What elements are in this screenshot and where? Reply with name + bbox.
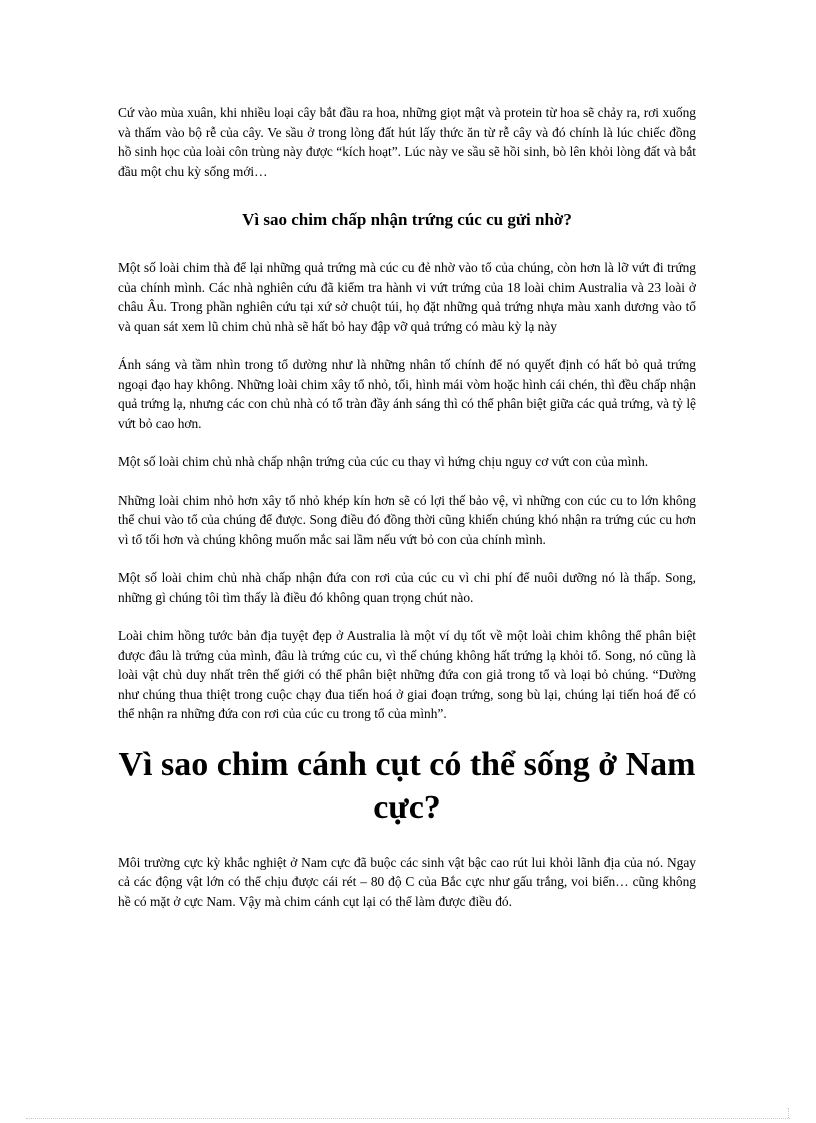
page-corner-mark (788, 1108, 790, 1118)
main-heading: Vì sao chim cánh cụt có thể sống ở Nam cực? (118, 745, 696, 826)
section-paragraph-2: Ánh sáng và tầm nhìn trong tổ dường như là những nhân tố chính để nó quyết định có hất bỏ quả trứng ngoại đạo hay không. Những loài chim xây tổ nhỏ, tối, hình mái vòm hoặc hình cái chén, thì đều chấp nhận quả trứng lạ, nhưng các con chủ nhà có tổ tràn đầy ánh sáng thì có thể phân biệt giữa các quả trứng, và tỷ lệ vứt bỏ cao hơn. (118, 357, 696, 431)
section-paragraph-1: Một số loài chim thà để lại những quả trứng mà cúc cu đẻ nhờ vào tổ của chúng, còn hơn là lỡ vứt đi trứng của chính mình. Các nhà nghiên cứu đã kiểm tra hành vi vứt trứng của 18 loài chim Australia và 23 loài ở châu Âu. Trong phần nghiên cứu tại xứ sở chuột túi, họ đặt những quả trứng nhựa màu xanh dương vào tổ và quan sát xem lũ chim chủ nhà sẽ hất bỏ hay đập vỡ quả trứng có màu kỳ lạ này (118, 260, 696, 334)
document-page (118, 103, 696, 911)
section-paragraph-6: Loài chim hồng tước bản địa tuyệt đẹp ở Australia là một ví dụ tốt về một loài chim không thể phân biệt được đâu là trứng của mình, đâu là trứng cúc cu, vì thế chúng không hất trứng lạ khỏi tổ. Song, nó cũng là loài vật chủ duy nhất trên thế giới có thể phân biệt những đứa con giả trong tổ và loại bỏ chúng. “Dường như chúng thua thiệt trong cuộc chạy đua tiến hoá ở giai đoạn trứng, song bù lại, chúng lại tiến hoá để có thể nhận ra những đứa con rơi của cúc cu trong tổ của mình”. (118, 628, 696, 721)
section-paragraph-3: Một số loài chim chủ nhà chấp nhận trứng của cúc cu thay vì hứng chịu nguy cơ vứt con của mình. (118, 454, 649, 469)
section-paragraph-5: Một số loài chim chủ nhà chấp nhận đứa con rơi của cúc cu vì chi phí để nuôi dưỡng nó là thấp. Song, những gì chúng tôi tìm thấy là điều đó không quan trọng chút nào. (118, 570, 696, 605)
section-heading: Vì sao chim chấp nhận trứng cúc cu gửi nhờ? (242, 210, 572, 229)
intro-paragraph: Cứ vào mùa xuân, khi nhiều loại cây bắt đầu ra hoa, những giọt mật và protein từ hoa sẽ chảy ra, rơi xuống và thấm vào bộ rễ của cây. Ve sầu ở trong lòng đất hút lấy thức ăn từ rễ cây và đó chính là lúc chiếc đồng hồ sinh học của loài côn trùng này được “kích hoạt”. Lúc này ve sầu sẽ hồi sinh, bò lên khỏi lòng đất và bắt đầu một chu kỳ sống mới… (118, 105, 696, 179)
final-paragraph: Môi trường cực kỳ khắc nghiệt ở Nam cực đã buộc các sinh vật bậc cao rút lui khỏi lãnh địa của nó. Ngay cả các động vật lớn có thể chịu được cái rét – 80 độ C của Bắc cực như gấu trắng, voi biển… cũng không hề có mặt ở cực Nam. Vậy mà chim cánh cụt lại có thể làm được điều đó. (118, 854, 696, 909)
page-bottom-border (26, 1118, 790, 1119)
section-paragraph-4: Những loài chim nhỏ hơn xây tổ nhỏ khép kín hơn sẽ có lợi thế bảo vệ, vì những con cúc cu to lớn không thể chui vào tổ của chúng để được. Song điều đó đồng thời cũng khiến chúng khó nhận ra trứng cúc cu hơn vì tổ tối hơn và chúng không muốn mắc sai lầm nếu vứt bỏ con của chính mình. (118, 492, 696, 547)
